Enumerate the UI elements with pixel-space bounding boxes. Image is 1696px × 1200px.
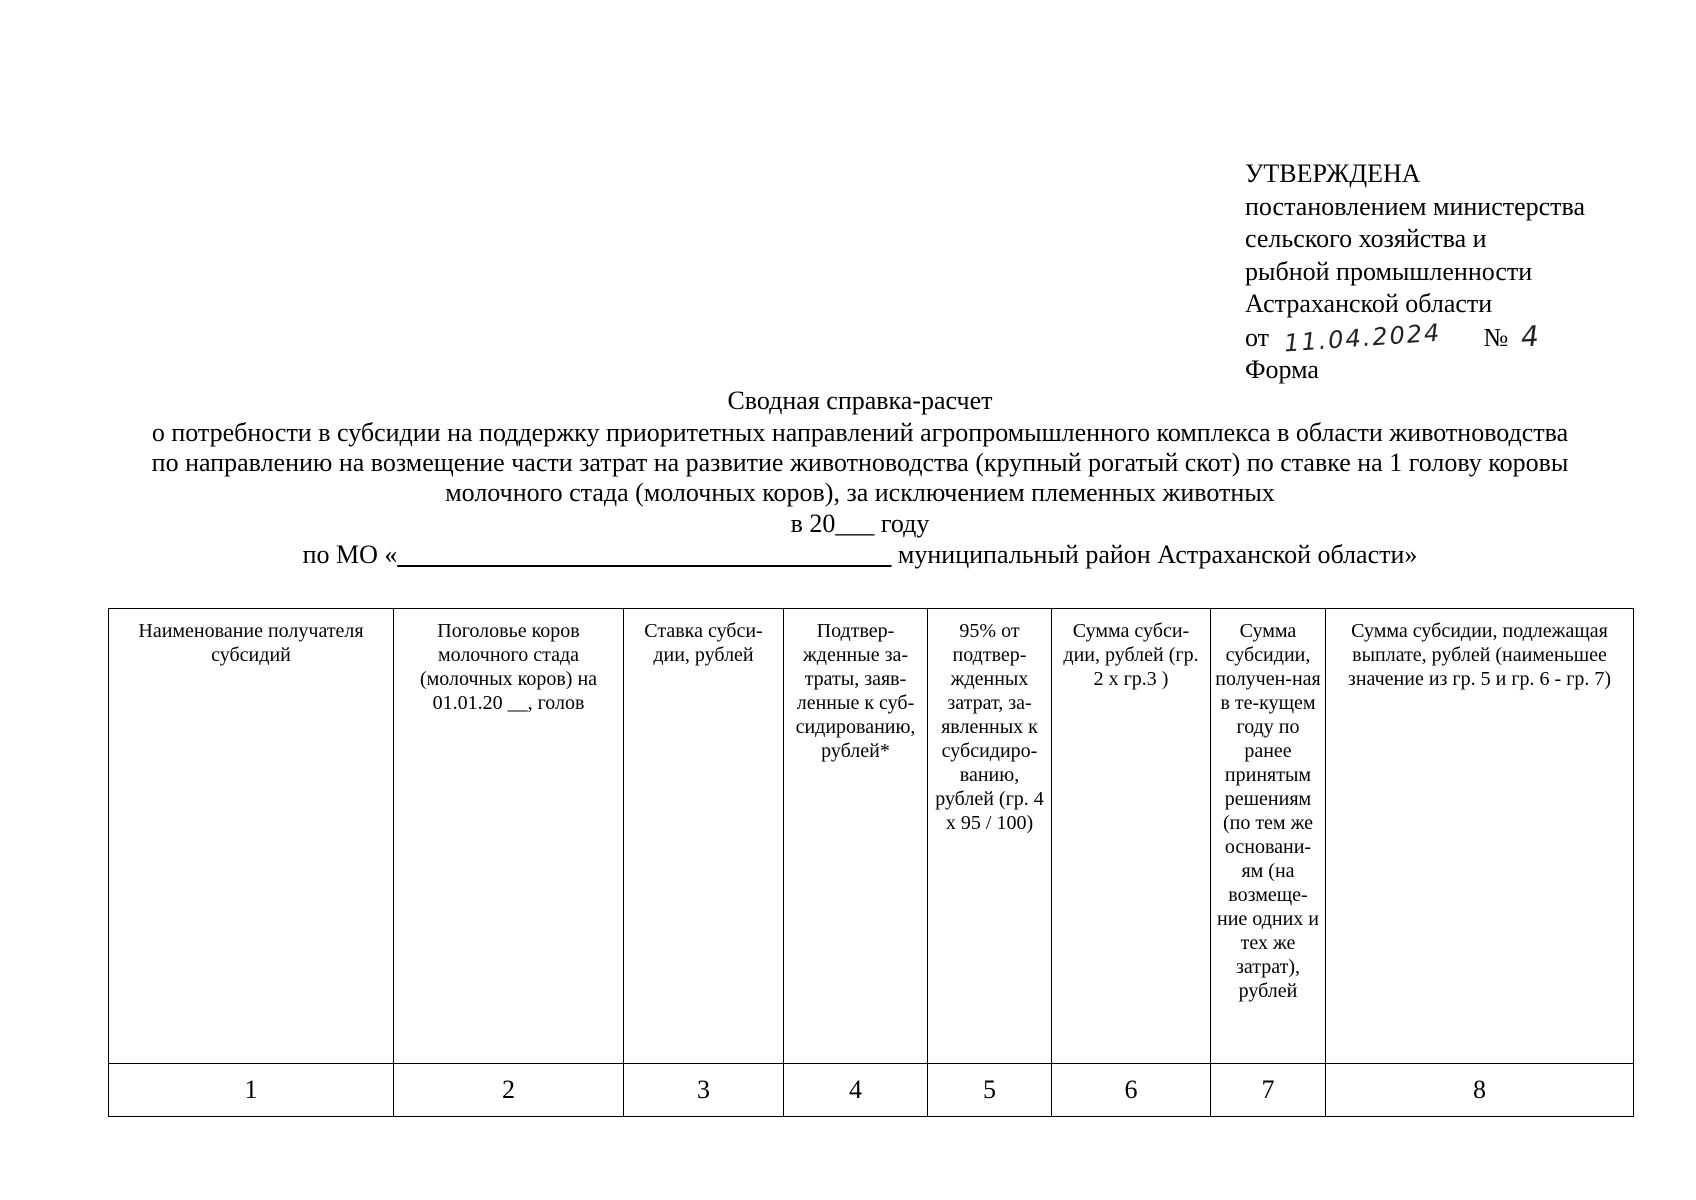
from-label: от bbox=[1245, 322, 1270, 352]
column-number: 1 bbox=[109, 1064, 394, 1117]
column-number: 4 bbox=[784, 1064, 928, 1117]
approval-line-2: сельского хозяйства и bbox=[1245, 224, 1487, 253]
column-header: 95% от подтвер-жденных затрат, за-явленных к субсидиро-ванию, рублей (гр. 4 х 95 / 100) bbox=[928, 609, 1052, 1064]
column-number: 2 bbox=[394, 1064, 624, 1117]
column-number: 3 bbox=[624, 1064, 784, 1117]
column-header: Наименование получателя субсидий bbox=[109, 609, 394, 1064]
subsidy-form-table bbox=[108, 608, 1634, 1117]
approval-line-3: рыбной промышленности bbox=[1245, 256, 1533, 286]
column-header: Сумма субсидии, подлежащая выплате, рублей (наименьшее значение из гр. 5 и гр. 6 - гр. 7) bbox=[1326, 609, 1634, 1064]
form-label: Форма bbox=[1245, 355, 1319, 384]
municipality-line bbox=[0, 540, 1696, 570]
approval-block bbox=[1245, 158, 1585, 387]
column-number: 8 bbox=[1326, 1064, 1634, 1117]
year-line: в 20___ году bbox=[790, 509, 930, 538]
table-header-row bbox=[109, 609, 1634, 1064]
mo-prefix: по МО « bbox=[302, 540, 398, 569]
approval-title: УТВЕРЖДЕНА bbox=[1245, 159, 1421, 188]
column-header: Подтвер-жденные за-траты, заяв-ленные к суб-сидированию, рублей* bbox=[784, 609, 928, 1064]
document-title: Сводная справка-расчет bbox=[727, 386, 993, 415]
mo-suffix: муниципальный район Астраханской области» bbox=[891, 540, 1418, 569]
approval-date-line bbox=[1245, 318, 1585, 357]
column-number: 6 bbox=[1052, 1064, 1211, 1117]
approval-line-1: постановлением министерства bbox=[1245, 191, 1586, 221]
column-number-row bbox=[109, 1064, 1634, 1117]
column-header: Поголовье коров молочного стада (молочных коров) на 01.01.20 __, голов bbox=[394, 609, 624, 1064]
handwritten-date: 11.04.2024 bbox=[1282, 318, 1442, 357]
column-header: Сумма субсидии, получен-ная в те-кущем году по ранее принятым решениям (по тем же основани-ям (на возмеще-ние одних и тех же затрат), рублей bbox=[1211, 609, 1326, 1064]
approval-line-4: Астраханской области bbox=[1245, 289, 1493, 318]
column-header: Сумма субси-дии, рублей (гр. 2 х гр.3 ) bbox=[1052, 609, 1211, 1064]
handwritten-number: 4 bbox=[1519, 318, 1542, 354]
number-label: № bbox=[1483, 322, 1509, 352]
heading-line-2: по направлению на возмещение части затрат на развитие животноводства (крупный рогатый скот) по ставке на 1 голову коровы bbox=[151, 448, 1569, 477]
column-number: 7 bbox=[1211, 1064, 1326, 1117]
heading-line-1: о потребности в субсидии на поддержку приоритетных направлений агропромышленного комплекса в области животноводства bbox=[151, 418, 1569, 447]
column-header: Ставка субси-дии, рублей bbox=[624, 609, 784, 1064]
heading-line-3: молочного стада (молочных коров), за исключением племенных животных bbox=[445, 478, 1275, 507]
column-number: 5 bbox=[928, 1064, 1052, 1117]
mo-blank-field: ______________________________________ bbox=[397, 540, 892, 569]
